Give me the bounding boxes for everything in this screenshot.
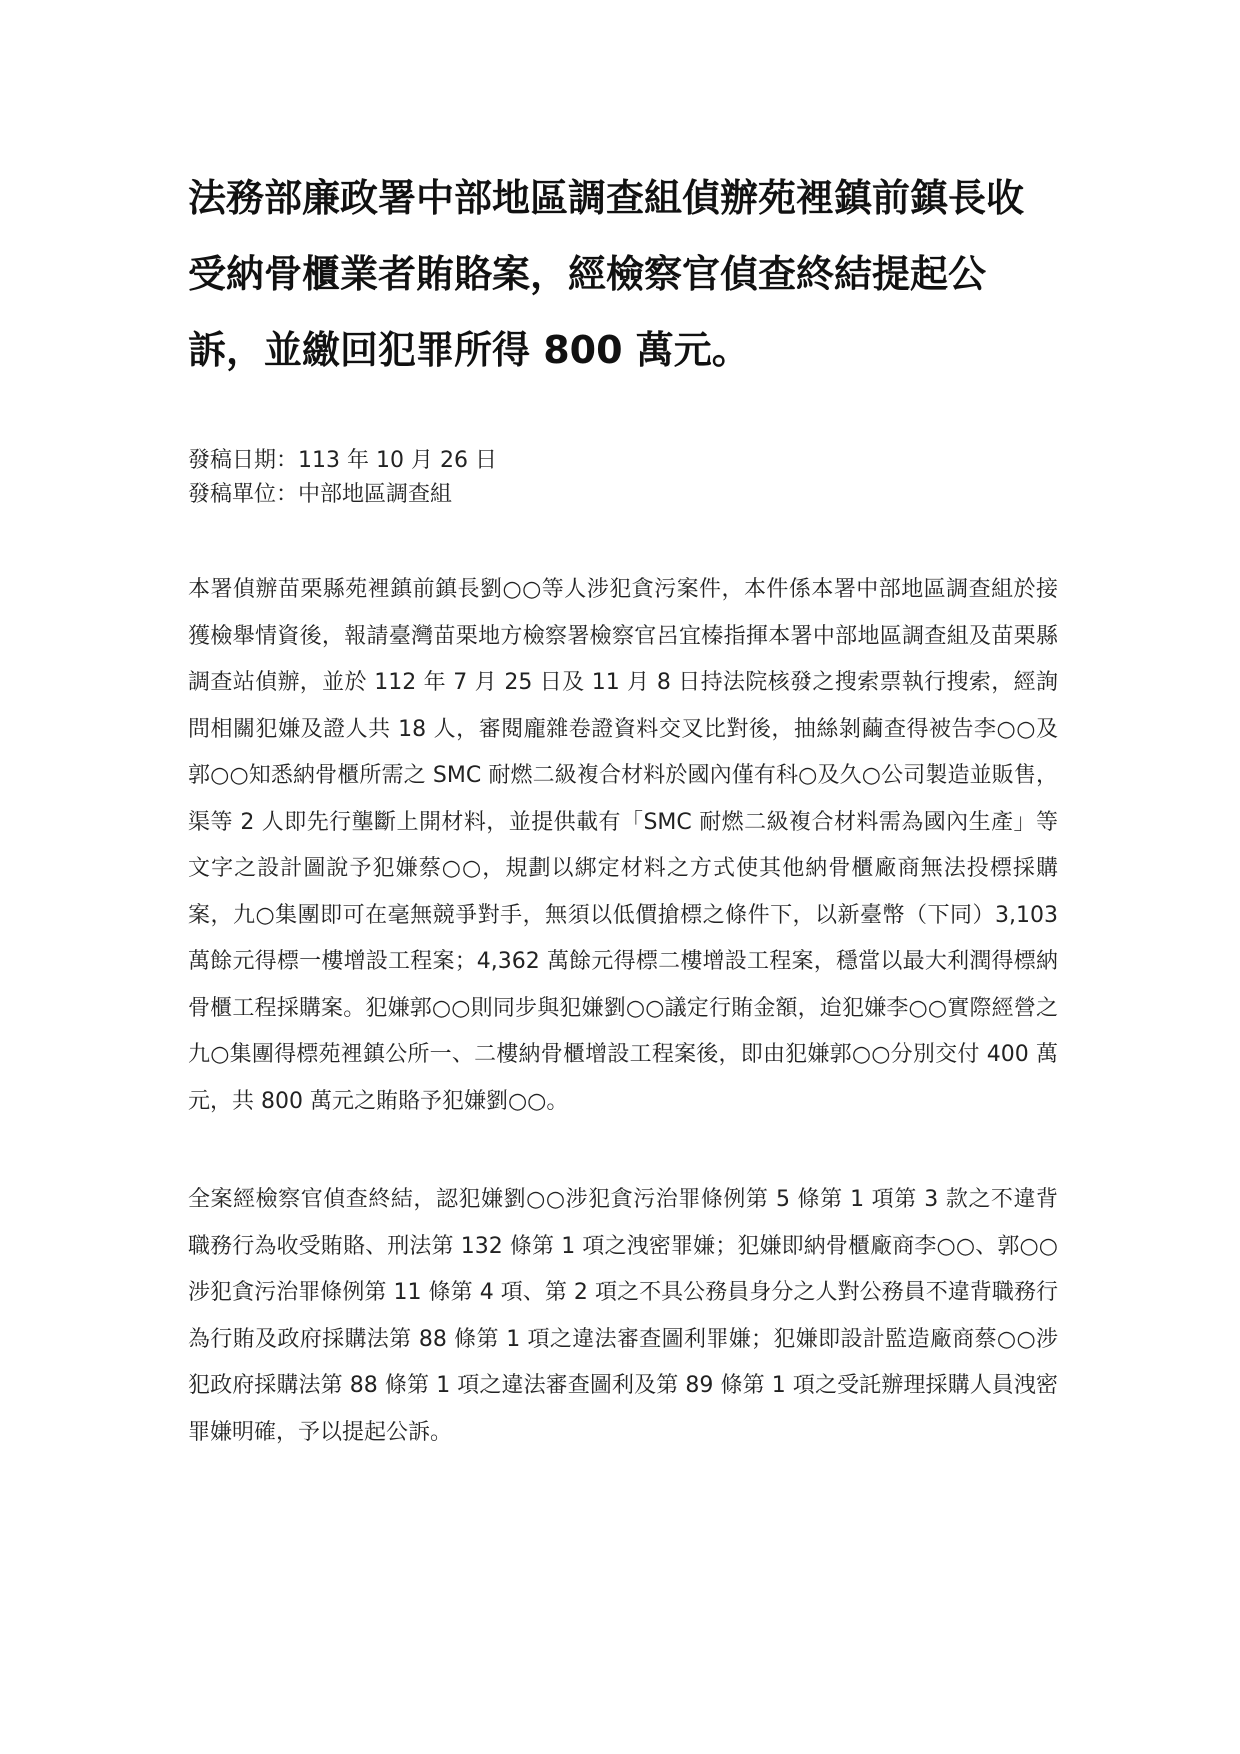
release-date: 發稿日期：113 年 10 月 26 日 xyxy=(188,448,497,473)
body-paragraph-indictment: 全案經檢察官偵查終結，認犯嫌劉○○涉犯貪污治罪條例第 5 條第 1 項第 3 款之不違背職務行為收受賄賂、刑法第 132 條第 1 項之洩密罪嫌；犯嫌即納骨櫃廠商李○○、郭○○涉犯貪污治罪條例第 11 條第 4 項、第 2 項之不具公務員身分之人對公務員不違背職務行為行賄及政府採購法第 88 條第 1 項之違法審查圖利罪嫌；犯嫌即設計監造廠商蔡○○涉犯政府採購法第 88 條第 1 項之違法審查圖利及第 89 條第 1 項之受託辦理採購人員洩密罪嫌明確，予以提起公訴。 xyxy=(188,1187,1058,1445)
release-meta xyxy=(188,444,1058,512)
body-paragraph-investigation: 本署偵辦苗栗縣苑裡鎮前鎮長劉○○等人涉犯貪污案件，本件係本署中部地區調查組於接獲檢舉情資後，報請臺灣苗栗地方檢察署檢察官呂宜榛指揮本署中部地區調查組及苗栗縣調查站偵辦，並於 112 年 7 月 25 日及 11 月 8 日持法院核發之搜索票執行搜索，經詢問相關犯嫌及證人共 18 人，審閱龐雜卷證資料交叉比對後，抽絲剝繭查得被告李○○及郭○○知悉納骨櫃所需之 SMC 耐燃二級複合材料於國內僅有科○及久○公司製造並販售，渠等 2 人即先行壟斷上開材料，並提供載有「SMC 耐燃二級複合材料需為國內生產」等文字之設計圖說予犯嫌蔡○○，規劃以綁定材料之方式使其他納骨櫃廠商無法投標採購案，九○集團即可在毫無競爭對手，無須以低價搶標之條件下，以新臺幣（下同）3,103 萬餘元得標一樓增設工程案；4,362 萬餘元得標二樓增設工程案，穩當以最大利潤得標納骨櫃工程採購案。犯嫌郭○○則同步與犯嫌劉○○議定行賄金額，迨犯嫌李○○實際經營之九○集團得標苑裡鎮公所一、二樓納骨櫃增設工程案後，即由犯嫌郭○○分別交付 400 萬元，共 800 萬元之賄賂予犯嫌劉○○。 xyxy=(188,577,1058,1114)
press-release xyxy=(188,160,1058,1456)
press-release-title: 法務部廉政署中部地區調查組偵辦苑裡鎮前鎮長收受納骨櫃業者賄賂案，經檢察官偵查終結提起公訴，並繳回犯罪所得 800 萬元。 xyxy=(188,176,1025,372)
release-unit: 發稿單位：中部地區調查組 xyxy=(188,482,453,507)
